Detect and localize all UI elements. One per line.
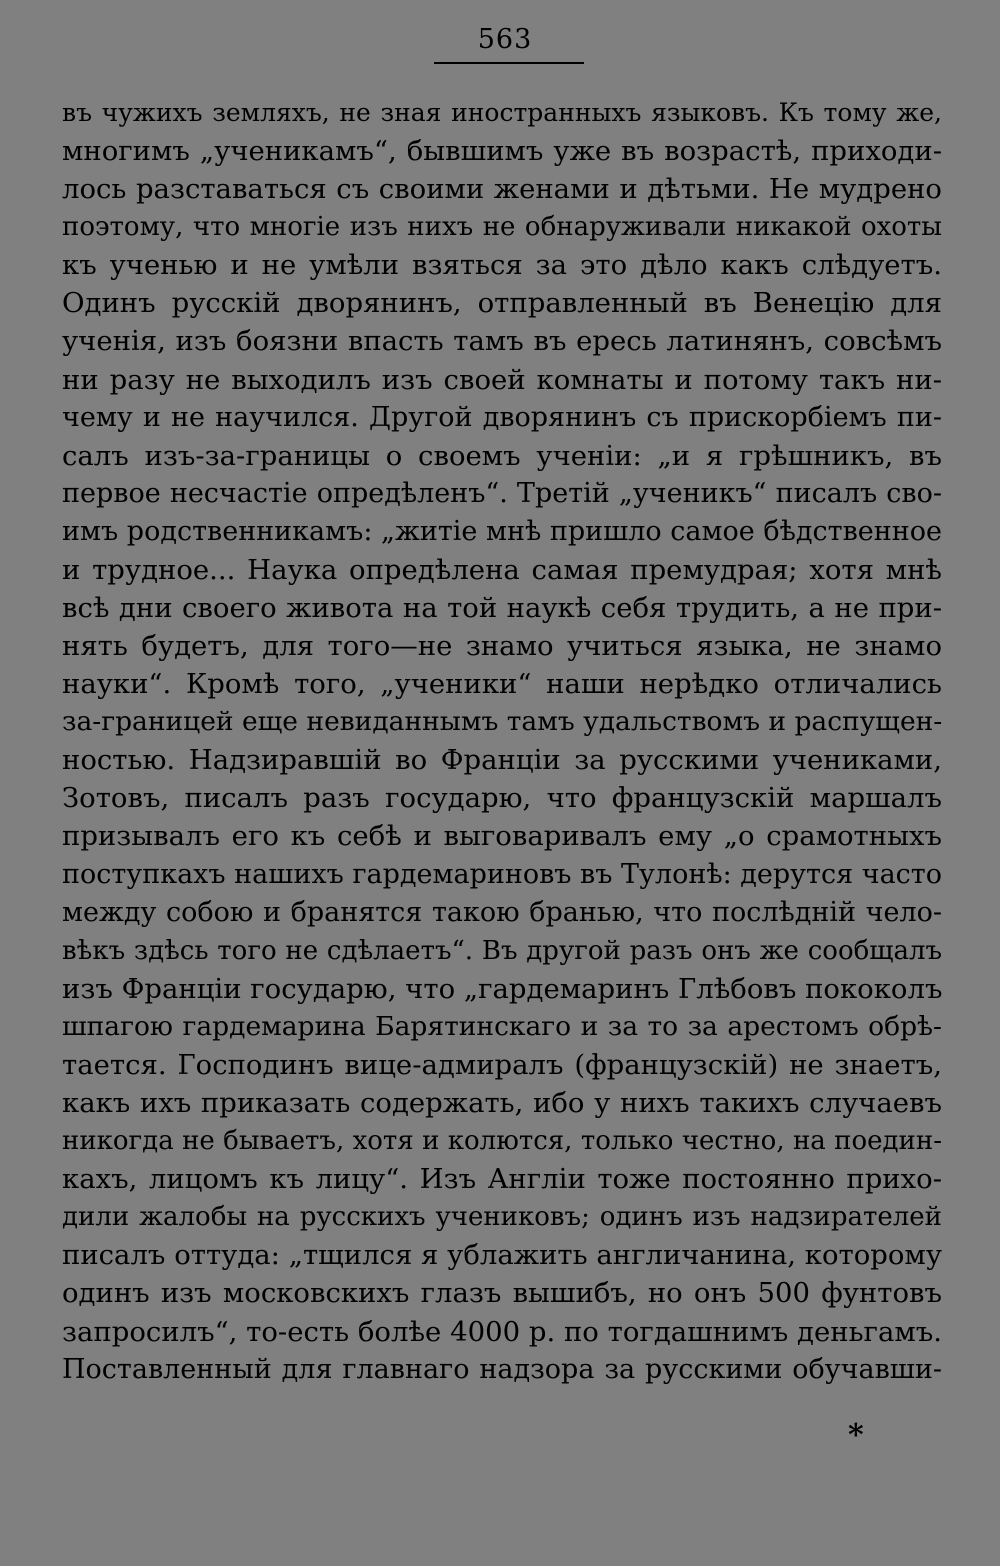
footer-asterisk-mark: * — [848, 1418, 864, 1453]
text-line: призывалъ его къ себѣ и выговаривалъ ему „о срамотныхъ — [62, 820, 942, 853]
text-line: ни разу не выходилъ изъ своей комнаты и потому такъ ни- — [62, 363, 942, 396]
text-line: вѣкъ здѣсь того не сдѣлаетъ“. Въ другой разъ онъ же сообщалъ — [62, 935, 942, 966]
text-line: за-границей еще невиданнымъ тамъ удальствомъ и распущен- — [62, 706, 942, 738]
text-line: одинъ изъ московскихъ глазъ вышибъ, но онъ 500 фунтовъ — [62, 1277, 942, 1310]
text-line: дили жалобы на русскихъ учениковъ; одинъ изъ надзирателей — [62, 1202, 942, 1233]
text-line: изъ Франціи государю, что „гардемаринъ Глѣбовъ пококолъ — [62, 972, 942, 1005]
text-line: поэтому, что многіе изъ нихъ не обнаруживали никакой охоты — [62, 212, 942, 243]
text-line: шпагою гардемарина Барятинскаго и за то за арестомъ обрѣ- — [62, 1010, 942, 1042]
text-line: Поставленный для главнаго надзора за русскими обучавши- — [62, 1353, 942, 1385]
text-line: имъ родственникамъ: „житіе мнѣ пришло самое бѣдственное — [62, 515, 942, 547]
page-number-rule — [434, 62, 584, 64]
text-line: ностью. Надзиравшій во Франціи за русскими учениками, — [62, 744, 942, 777]
page-number: 563 — [477, 24, 533, 55]
text-line: поступкахъ нашихъ гардемариновъ въ Тулонѣ: дерутся часто — [62, 858, 942, 890]
text-line: многимъ „ученикамъ“, бывшимъ уже въ возрастѣ, приходи- — [62, 135, 942, 168]
text-line: ученія, изъ боязни впасть тамъ въ ересь латинянъ, совсѣмъ — [62, 325, 942, 358]
text-line: нять будетъ, для того—не знамо учиться языка, не знамо — [62, 630, 942, 663]
text-line: къ ученью и не умѣли взяться за это дѣло какъ слѣдуетъ. — [62, 249, 942, 282]
text-line: писалъ оттуда: „тщился я ублажить англичанина, которому — [62, 1239, 942, 1272]
text-line: какъ ихъ приказать содержать, ибо у нихъ такихъ случаевъ — [62, 1087, 942, 1120]
body-text — [62, 94, 942, 1389]
text-line: между собою и бранятся такою бранью, что послѣдній чело- — [62, 896, 942, 928]
text-line: тается. Господинъ вице-адмиралъ (французскій) не знаетъ, — [62, 1048, 942, 1081]
text-line: салъ изъ-за-границы о своемъ ученіи: „и я грѣшникъ, въ — [62, 439, 942, 472]
text-line: запросилъ“, то-есть болѣе 4000 р. по тогдашнимъ деньгамъ. — [62, 1315, 942, 1348]
text-line: никогда не бываетъ, хотя и колются, только честно, на поедин- — [62, 1126, 942, 1157]
text-line: лось разставаться съ своими женами и дѣтьми. Не мудрено — [62, 173, 942, 206]
text-line: всѣ дни своего живота на той наукѣ себя трудить, а не при- — [62, 592, 942, 625]
text-line: чему и не научился. Другой дворянинъ съ прискорбіемъ пи- — [62, 401, 942, 433]
text-line: въ чужихъ земляхъ, не зная иностранныхъ языковъ. Къ тому же, — [62, 98, 942, 127]
text-line: науки“. Кромѣ того, „ученики“ наши нерѣдко отличались — [62, 668, 942, 701]
text-line: Одинъ русскій дворянинъ, отправленный въ Венецію для — [62, 287, 942, 320]
text-line: кахъ, лицомъ къ лицу“. Изъ Англіи тоже постоянно прихо- — [62, 1163, 942, 1196]
text-line: первое несчастіе опредѣленъ“. Третій „ученикъ“ писалъ сво- — [62, 477, 942, 509]
text-line: Зотовъ, писалъ разъ государю, что французскій маршалъ — [62, 782, 942, 815]
text-line: и трудное... Наука опредѣлена самая премудрая; хотя мнѣ — [62, 553, 942, 586]
